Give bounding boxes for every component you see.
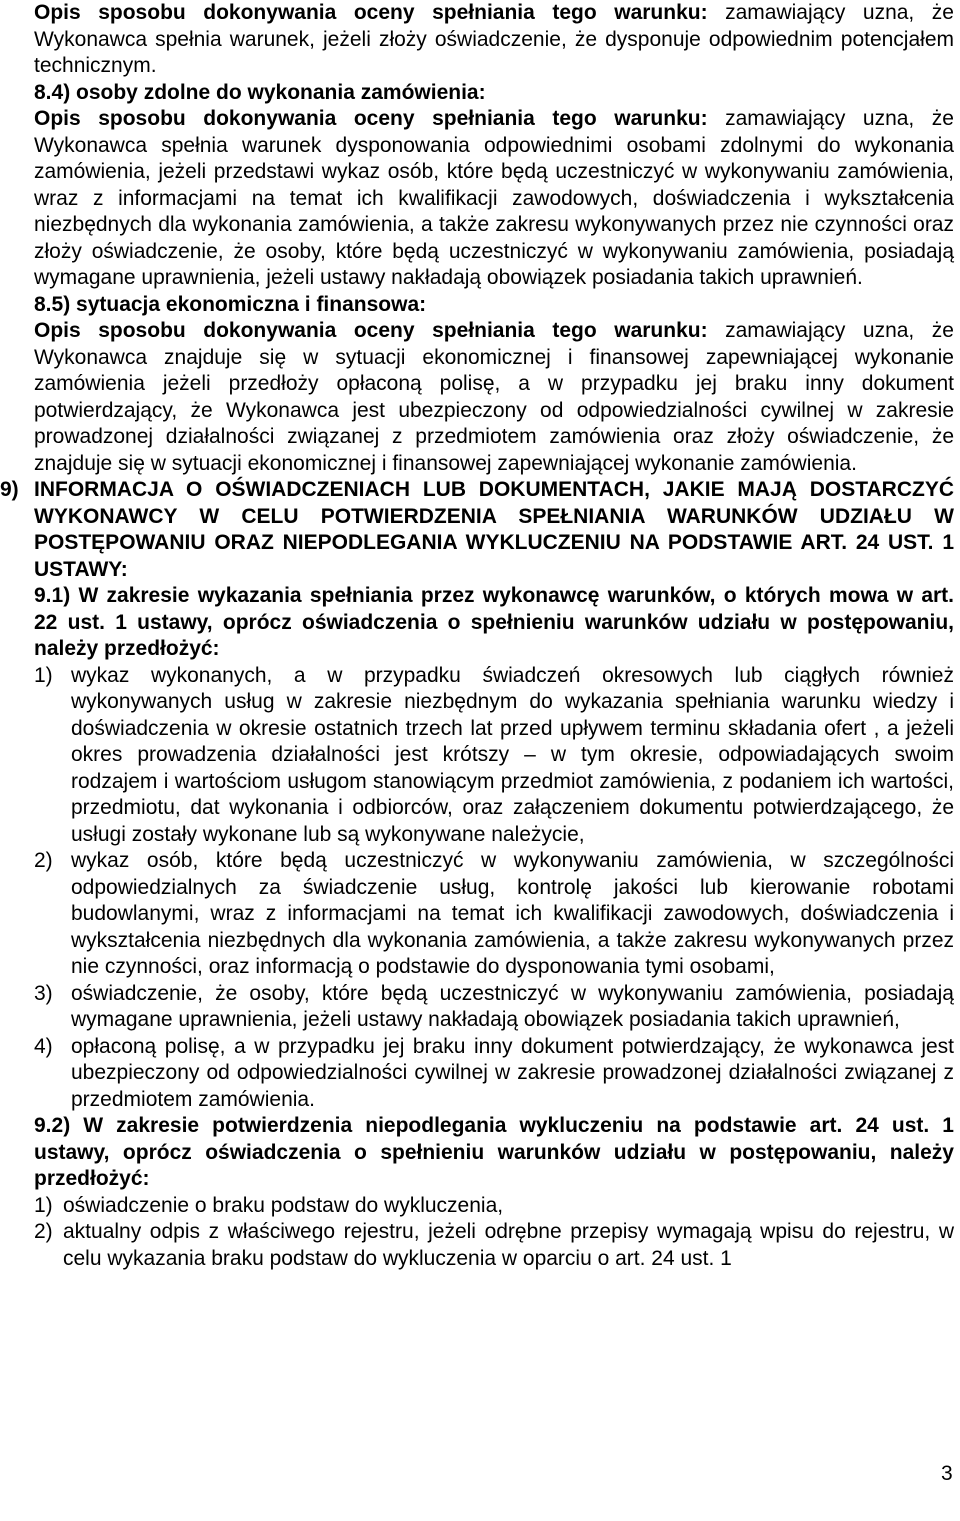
list-marker: 1) <box>34 663 53 687</box>
section-9-1-heading: 9.1) W zakresie wykazania spełniania przez wykonawcę warunków, o których mowa w art. 22 ust. 1 ustawy, oprócz oświadczenia o spełnieniu warunków udziału w postępowaniu, należy przedłożyć: <box>34 584 954 660</box>
section-9-1-list <box>34 663 954 1114</box>
section-8-4-heading: 8.4) osoby zdolne do wykonania zamówienia: <box>34 80 486 104</box>
list-item <box>34 1034 954 1114</box>
list-marker: 4) <box>34 1034 53 1058</box>
section-9-2-heading: 9.2) W zakresie potwierdzenia niepodlegania wykluczeniu na podstawie art. 24 ust. 1 ustawy, oprócz oświadczenia o spełnieniu warunków udziału w postępowaniu, należy przedłożyć: <box>34 1114 954 1190</box>
list-item <box>34 1193 954 1220</box>
assessment-text: zamawiający uzna, że Wykonawca spełnia warunek dysponowania odpowiednimi osobami zdolnymi do wykonania zamówienia, jeżeli przedstawi wykaz osób, które będą uczestniczyć w wykonywaniu zamówienia, wraz z informacjami na temat ich kwalifikacji zawodowych, doświadczenia i wykształcenia niezbędnych dla wykonania zamówienia, a także zakresu wykonywanych przez nie czynności oraz złoży oświadczenie, że osoby, które będą uczestniczyć w wykonywaniu zamówienia, posiadają wymagane uprawnienia, jeżeli ustawy nakładają obowiązek posiadania takich uprawnień. <box>34 107 954 289</box>
paragraph-8-3-assessment <box>34 0 954 80</box>
paragraph-8-4-assessment <box>34 106 954 292</box>
list-item <box>34 1219 954 1272</box>
paragraph-8-5-assessment <box>34 318 954 477</box>
assessment-text: zamawiający uzna, że Wykonawca spełnia warunek, jeżeli złoży oświadczenie, że dysponuje odpowiednim potencjałem technicznym. <box>34 1 954 77</box>
section-9-2-list <box>34 1193 954 1273</box>
list-item-text: wykaz osób, które będą uczestniczyć w wykonywaniu zamówienia, w szczególności odpowiedzialnych za świadczenie usług, kontrolę jakości lub kierowanie robotami budowlanymi, wraz z informacjami na temat ich kwalifikacji zawodowych, doświadczenia i wykształcenia niezbędnych dla wykonania zamówienia, a także zakresu wykonywanych przez nie czynności, oraz informacją o podstawie do dysponowania tymi osobami, <box>71 849 954 978</box>
section-8-5-heading: 8.5) sytuacja ekonomiczna i finansowa: <box>34 292 427 316</box>
list-item <box>34 848 954 981</box>
list-item <box>34 981 954 1034</box>
section-9-heading <box>0 477 954 583</box>
list-marker: 2) <box>34 849 53 872</box>
section-number: 9) <box>0 478 19 501</box>
list-marker: 3) <box>34 981 53 1005</box>
assessment-label: Opis sposobu dokonywania oceny spełniania tego warunku: <box>34 319 708 342</box>
page-number: 3 <box>941 1462 953 1485</box>
list-item-text: wykaz wykonanych, a w przypadku świadczeń okresowych lub ciągłych również wykonywanych usług w zakresie niezbędnym do wykazania spełniania warunku wiedzy i doświadczenia w okresie ostatnich trzech lat przed upływem terminu składania ofert , a jeżeli okres prowadzenia działalności jest krótszy – w tym okresie, odpowiadających swoim rodzajem i wartościom usługom stanowiącym przedmiot zamówienia, z podaniem ich wartości, przedmiotu, dat wykonania i odbiorców, oraz załączeniem dokumentu potwierdzającego, że usługi zostały wykonane lub są wykonywane należycie, <box>71 663 954 846</box>
list-marker: 2) <box>34 1220 53 1243</box>
assessment-label: Opis sposobu dokonywania oceny spełniania tego warunku: <box>34 1 708 24</box>
list-item-text: oświadczenie o braku podstaw do wykluczenia, <box>63 1193 504 1217</box>
assessment-text: zamawiający uzna, że Wykonawca znajduje się w sytuacji ekonomicznej i finansowej zapewniającej wykonanie zamówienia jeżeli przedłoży opłaconą polisę, a w przypadku jej braku inny dokument potwierdzający, że Wykonawca jest ubezpieczony od odpowiedzialności cywilnej w zakresie prowadzonej działalności związanej z przedmiotem zamówienia oraz złoży oświadczenie, że znajduje się w sytuacji ekonomicznej i finansowej zapewniającej wykonanie zamówienia. <box>34 319 954 475</box>
list-marker: 1) <box>34 1193 53 1217</box>
list-item <box>34 663 954 849</box>
list-item-text: opłaconą polisę, a w przypadku jej braku inny dokument potwierdzający, że wykonawca jest ubezpieczony od odpowiedzialności cywilnej w zakresie prowadzonej działalności związanej z przedmiotem zamówienia. <box>71 1034 954 1111</box>
assessment-label: Opis sposobu dokonywania oceny spełniania tego warunku: <box>34 107 708 130</box>
list-item-text: oświadczenie, że osoby, które będą uczestniczyć w wykonywaniu zamówienia, posiadają wymagane uprawnienia, jeżeli ustawy nakładają obowiązek posiadania takich uprawnień, <box>71 981 954 1031</box>
section-title: INFORMACJA O OŚWIADCZENIACH LUB DOKUMENTACH, JAKIE MAJĄ DOSTARCZYĆ WYKONAWCY W CELU POTWIERDZENIA SPEŁNIANIA WARUNKÓW UDZIAŁU W POSTĘPOWANIU ORAZ NIEPODLEGANIA WYKLUCZENIU NA PODSTAWIE ART. 24 UST. 1 USTAWY: <box>34 478 954 581</box>
list-item-text: aktualny odpis z właściwego rejestru, jeżeli odrębne przepisy wymagają wpisu do rejestru, w celu wykazania braku podstaw do wykluczenia w oparciu o art. 24 ust. 1 <box>63 1220 954 1270</box>
